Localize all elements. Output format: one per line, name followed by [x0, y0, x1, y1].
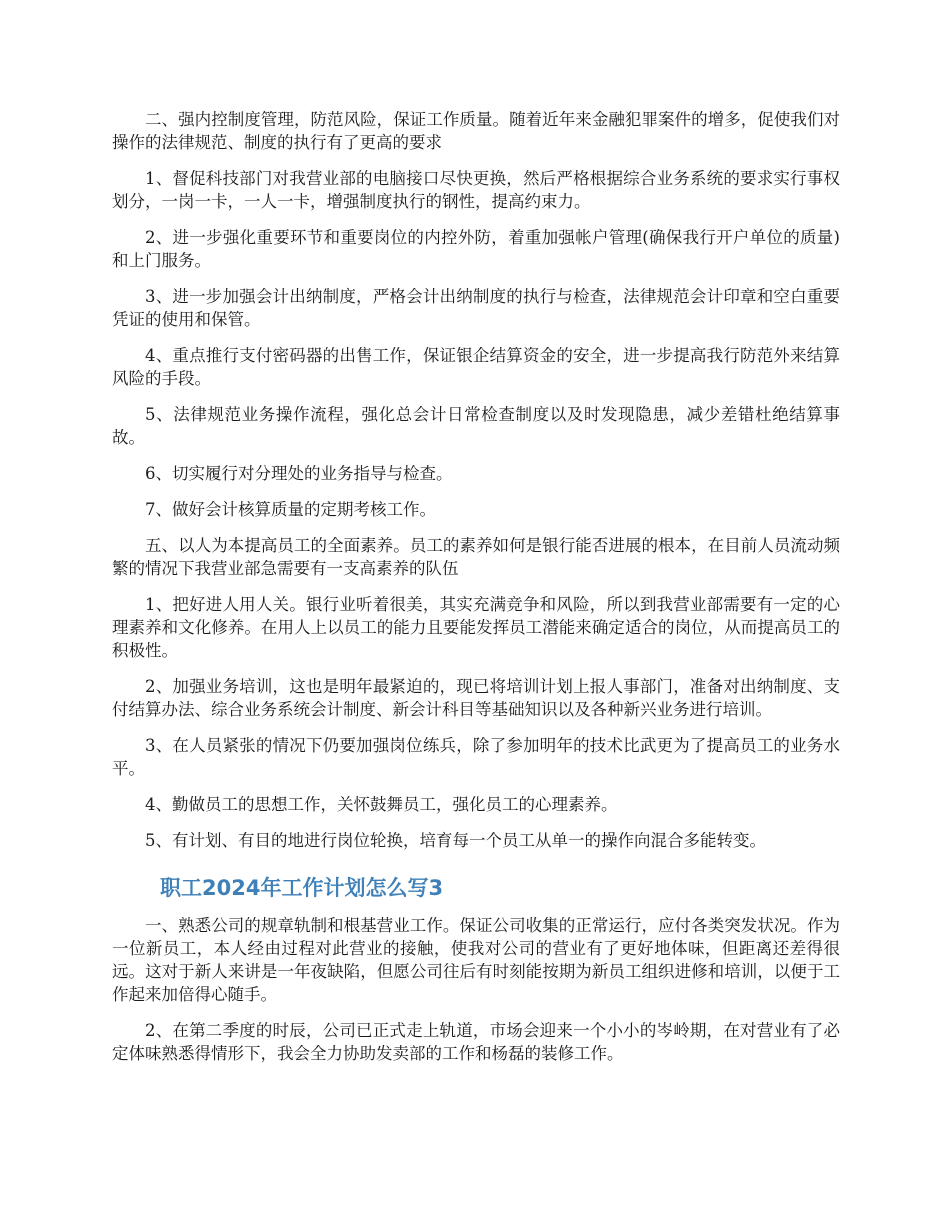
- paragraph-item-5: 5、法律规范业务操作流程，强化总会计日常检查制度以及时发现隐患，减少差错杜绝结算事故。: [112, 405, 840, 447]
- document-page: [112, 108, 840, 1078]
- paragraph-staff-item-2: 2、加强业务培训，这也是明年最紧迫的，现已将培训计划上报人事部门，准备对出纳制度、支付结算办法、综合业务系统会计制度、新会计科目等基础知识以及各种新兴业务进行培训。: [112, 677, 840, 719]
- paragraph-plan-1: 一、熟悉公司的规章轨制和根基营业工作。保证公司收集的正常运行，应付各类突发状况。作为一位新员工，本人经由过程对此营业的接触，使我对公司的营业有了更好地体味，但距离还差得很远。这对于新人来讲是一年夜缺陷，但愿公司往后有时刻能按期为新员工组织进修和培训，以便于工作起来加倍得心随手。: [112, 916, 840, 1004]
- paragraph-item-2: 2、进一步强化重要环节和重要岗位的内控外防，着重加强帐户管理(确保我行开户单位的质量)和上门服务。: [112, 228, 840, 270]
- paragraph-item-3: 3、进一步加强会计出纳制度，严格会计出纳制度的执行与检查，法律规范会计印章和空白重要凭证的使用和保管。: [112, 287, 840, 329]
- section-heading: 职工2024年工作计划怎么写3: [160, 876, 444, 900]
- paragraph-item-1: 1、督促科技部门对我营业部的电脑接口尽快更换，然后严格根据综合业务系统的要求实行事权划分，一岗一卡，一人一卡，增强制度执行的钢性，提高约束力。: [112, 169, 840, 211]
- paragraph-item-4: 4、重点推行支付密码器的出售工作，保证银企结算资金的安全，进一步提高我行防范外来结算风险的手段。: [112, 346, 840, 388]
- paragraph-internal-control: 二、强内控制度管理，防范风险，保证工作质量。随着近年来金融犯罪案件的增多，促使我们对操作的法律规范、制度的执行有了更高的要求: [112, 110, 840, 152]
- paragraph-staff-item-3: 3、在人员紧张的情况下仍要加强岗位练兵，除了参加明年的技术比武更为了提高员工的业务水平。: [112, 736, 840, 778]
- paragraph-staff-quality: 五、以人为本提高员工的全面素养。员工的素养如何是银行能否进展的根本，在目前人员流动频繁的情况下我营业部急需要有一支高素养的队伍: [112, 536, 840, 578]
- paragraph-item-6: 6、切实履行对分理处的业务指导与检查。: [145, 464, 453, 483]
- paragraph-staff-item-1: 1、把好进人用人关。银行业听着很美，其实充满竞争和风险，所以到我营业部需要有一定的心理素养和文化修养。在用人上以员工的能力且要能发挥员工潜能来确定适合的岗位，从而提高员工的积极性。: [112, 595, 840, 660]
- paragraph-plan-2: 2、在第二季度的时辰，公司已正式走上轨道，市场会迎来一个小小的岑岭期，在对营业有了必定体味熟悉得情形下，我会全力协助发卖部的工作和杨磊的装修工作。: [112, 1021, 840, 1063]
- paragraph-item-7: 7、做好会计核算质量的定期考核工作。: [145, 500, 436, 519]
- paragraph-staff-item-4: 4、勤做员工的思想工作，关怀鼓舞员工，强化员工的心理素养。: [145, 795, 618, 814]
- paragraph-staff-item-5: 5、有计划、有目的地进行岗位轮换，培育每一个员工从单一的操作向混合多能转变。: [145, 831, 766, 850]
